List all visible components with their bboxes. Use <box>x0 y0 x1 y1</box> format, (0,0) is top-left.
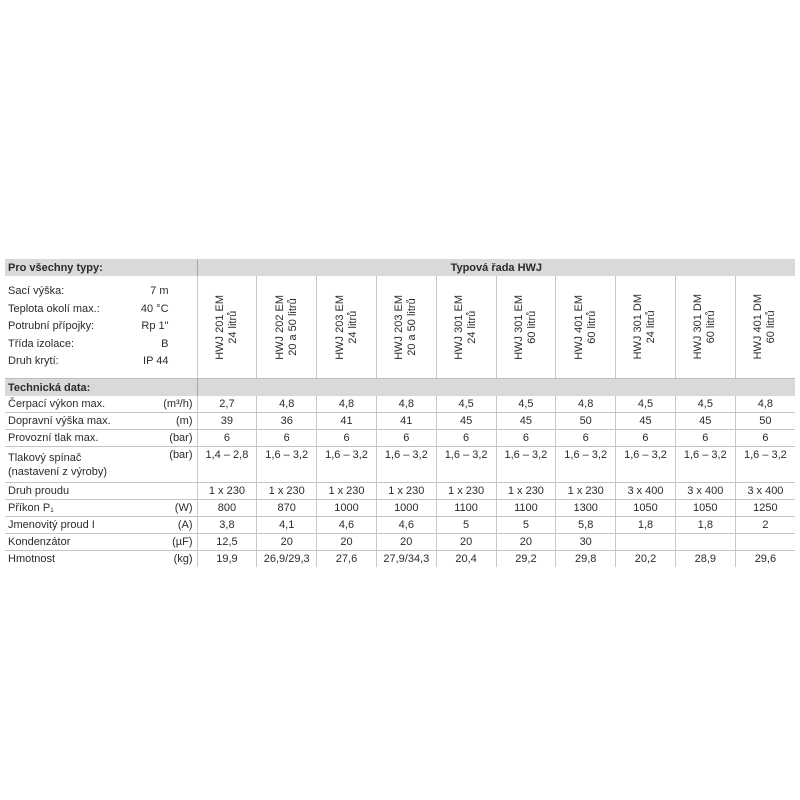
table-cell: 6 <box>496 430 556 447</box>
table-cell: 5,8 <box>556 517 616 534</box>
model-name: HWJ 301 DM <box>692 294 705 360</box>
model-name: HWJ 203 EM <box>393 294 406 360</box>
row-label-cell <box>5 517 133 534</box>
table-row <box>5 413 795 430</box>
spec-value: Rp 1" <box>141 320 169 333</box>
table-cell: 12,5 <box>197 534 257 551</box>
general-spec-row <box>5 353 197 371</box>
model-header <box>436 276 496 379</box>
table-cell: 800 <box>197 500 257 517</box>
spec-label: Sací výška: <box>8 285 65 298</box>
table-cell: 45 <box>616 413 676 430</box>
model-name: HWJ 301 EM <box>512 294 525 360</box>
model-tank: 60 litrů <box>525 310 538 344</box>
table-row <box>5 447 795 483</box>
row-unit: (W) <box>133 500 197 517</box>
spec-value: IP 44 <box>143 355 169 368</box>
table-row <box>5 500 795 517</box>
model-name: HWJ 301 DM <box>632 294 645 360</box>
row-label: Tlakový spínač <box>8 451 82 464</box>
table-cell: 1,6 – 3,2 <box>496 447 556 483</box>
table-cell: 5 <box>436 517 496 534</box>
table-cell: 870 <box>257 500 317 517</box>
spec-value: 7 m <box>150 285 169 298</box>
table-cell: 1100 <box>436 500 496 517</box>
row-label: Jmenovitý proud I <box>8 519 95 531</box>
table-cell: 1050 <box>616 500 676 517</box>
table-cell: 6 <box>735 430 795 447</box>
model-name: HWJ 202 EM <box>273 294 286 360</box>
table-cell: 20 <box>436 534 496 551</box>
table-cell: 20 <box>317 534 377 551</box>
general-specs <box>5 276 197 379</box>
table-cell: 4,5 <box>436 396 496 413</box>
row-unit: (bar) <box>133 430 197 447</box>
table-cell: 1300 <box>556 500 616 517</box>
model-header <box>317 276 377 379</box>
model-name: HWJ 401 DM <box>752 294 765 360</box>
table-cell: 50 <box>735 413 795 430</box>
row-unit <box>133 483 197 500</box>
table-cell: 1 x 230 <box>257 483 317 500</box>
table-cell: 4,8 <box>735 396 795 413</box>
model-name: HWJ 201 EM <box>213 294 226 360</box>
spec-label: Třída izolace: <box>8 337 75 350</box>
table-cell: 1,6 – 3,2 <box>257 447 317 483</box>
table-cell: 4,5 <box>675 396 735 413</box>
model-header <box>197 276 257 379</box>
table-cell: 1,6 – 3,2 <box>735 447 795 483</box>
table-row <box>5 534 795 551</box>
table-cell: 20,2 <box>616 551 676 568</box>
row-unit: (m) <box>133 413 197 430</box>
row-label: Kondenzátor <box>8 536 71 548</box>
table-cell: 1,6 – 3,2 <box>436 447 496 483</box>
table-cell: 20 <box>496 534 556 551</box>
spec-label: Druh krytí: <box>8 355 59 368</box>
general-spec-row <box>5 283 197 301</box>
table-cell: 1 x 230 <box>376 483 436 500</box>
table-cell: 4,1 <box>257 517 317 534</box>
row-label: Příkon P₁ <box>8 502 54 514</box>
model-header <box>735 276 795 379</box>
row-label-cell <box>5 430 133 447</box>
table-cell: 1250 <box>735 500 795 517</box>
model-name: HWJ 301 EM <box>453 294 466 360</box>
row-label-cell <box>5 500 133 517</box>
table-cell: 1 x 230 <box>436 483 496 500</box>
table-cell: 26,9/29,3 <box>257 551 317 568</box>
row-label-secondary: (nastavení z výroby) <box>8 465 108 478</box>
table-cell: 6 <box>616 430 676 447</box>
table-cell: 6 <box>556 430 616 447</box>
technical-data-table <box>5 259 795 567</box>
table-cell: 28,9 <box>675 551 735 568</box>
table-cell: 29,2 <box>496 551 556 568</box>
table-cell: 3 x 400 <box>675 483 735 500</box>
model-tank: 60 litrů <box>765 310 778 344</box>
model-tank: 24 litrů <box>346 310 359 344</box>
model-tank: 24 litrů <box>226 310 239 344</box>
table-row <box>5 551 795 568</box>
spec-value: 40 °C <box>140 302 169 315</box>
table-cell: 41 <box>317 413 377 430</box>
tech-data-band <box>5 379 795 397</box>
general-spec-row <box>5 301 197 319</box>
all-types-heading: Pro všechny typy: <box>5 259 197 276</box>
table-cell: 20 <box>257 534 317 551</box>
table-cell: 1,6 – 3,2 <box>616 447 676 483</box>
table-cell: 6 <box>197 430 257 447</box>
row-label: Provozní tlak max. <box>8 432 99 444</box>
table-row <box>5 396 795 413</box>
table-cell: 1,6 – 3,2 <box>675 447 735 483</box>
table-cell: 1 x 230 <box>317 483 377 500</box>
table-cell: 45 <box>496 413 556 430</box>
table-cell: 19,9 <box>197 551 257 568</box>
table-cell: 3,8 <box>197 517 257 534</box>
general-spec-row <box>5 318 197 336</box>
table-cell: 1000 <box>376 500 436 517</box>
row-label: Čerpací výkon max. <box>8 398 106 410</box>
table-cell: 6 <box>257 430 317 447</box>
general-spec-row <box>5 336 197 354</box>
model-name: HWJ 401 EM <box>572 294 585 360</box>
table-cell: 6 <box>436 430 496 447</box>
row-label: Dopravní výška max. <box>8 415 111 427</box>
table-cell: 4,8 <box>257 396 317 413</box>
model-header-row <box>5 276 795 379</box>
table-cell: 1,4 – 2,8 <box>197 447 257 483</box>
model-header <box>616 276 676 379</box>
table-cell: 1,8 <box>616 517 676 534</box>
table-cell: 1 x 230 <box>496 483 556 500</box>
row-label-cell <box>5 551 133 568</box>
row-unit: (bar) <box>133 447 197 483</box>
table-cell: 1100 <box>496 500 556 517</box>
row-unit: (m³/h) <box>133 396 197 413</box>
series-heading: Typová řada HWJ <box>197 259 795 276</box>
table-cell: 2 <box>735 517 795 534</box>
table-cell: 1050 <box>675 500 735 517</box>
model-tank: 60 litrů <box>585 310 598 344</box>
tech-data-band-fill <box>197 379 795 397</box>
table-cell: 39 <box>197 413 257 430</box>
table-cell: 3 x 400 <box>616 483 676 500</box>
row-label: Hmotnost <box>8 553 56 565</box>
model-tank: 60 litrů <box>705 310 718 344</box>
table-cell: 5 <box>496 517 556 534</box>
table-cell: 1 x 230 <box>197 483 257 500</box>
table-cell <box>616 534 676 551</box>
table-row <box>5 483 795 500</box>
row-unit: (kg) <box>173 553 193 565</box>
table-cell: 4,5 <box>616 396 676 413</box>
table-cell: 29,6 <box>735 551 795 568</box>
row-label-cell <box>5 483 133 500</box>
model-header <box>257 276 317 379</box>
table-cell: 4,8 <box>556 396 616 413</box>
model-tank: 24 litrů <box>645 310 658 344</box>
model-name: HWJ 203 EM <box>333 294 346 360</box>
table-cell: 20 <box>376 534 436 551</box>
table-cell: 4,8 <box>376 396 436 413</box>
table-cell: 41 <box>376 413 436 430</box>
header-band <box>5 259 795 276</box>
table-cell: 2,7 <box>197 396 257 413</box>
table-row <box>5 430 795 447</box>
table-cell: 20,4 <box>436 551 496 568</box>
table-cell: 6 <box>376 430 436 447</box>
table-row <box>5 517 795 534</box>
spec-label: Teplota okolí max.: <box>8 302 100 315</box>
row-label: Druh proudu <box>8 485 70 497</box>
model-header <box>556 276 616 379</box>
spec-label: Potrubní přípojky: <box>8 320 95 333</box>
model-header <box>496 276 556 379</box>
model-tank: 24 litrů <box>466 310 479 344</box>
table-cell: 1 x 230 <box>556 483 616 500</box>
row-label-cell <box>5 396 133 413</box>
table-cell: 6 <box>675 430 735 447</box>
table-cell: 4,8 <box>317 396 377 413</box>
row-label-cell <box>5 447 133 483</box>
table-cell: 1,8 <box>675 517 735 534</box>
table-cell: 4,5 <box>496 396 556 413</box>
spec-value: B <box>161 337 169 350</box>
row-unit: (µF) <box>133 534 197 551</box>
table-cell: 27,9/34,3 <box>376 551 436 568</box>
table-cell: 45 <box>675 413 735 430</box>
row-label-cell <box>5 413 133 430</box>
table-cell: 36 <box>257 413 317 430</box>
table-cell: 4,6 <box>317 517 377 534</box>
table-cell: 4,6 <box>376 517 436 534</box>
tech-data-heading: Technická data: <box>5 379 197 397</box>
table-cell: 29,8 <box>556 551 616 568</box>
model-header <box>376 276 436 379</box>
table-cell: 1,6 – 3,2 <box>376 447 436 483</box>
table-cell: 45 <box>436 413 496 430</box>
table-cell: 1000 <box>317 500 377 517</box>
table-cell: 3 x 400 <box>735 483 795 500</box>
table-cell: 50 <box>556 413 616 430</box>
model-tank: 20 a 50 litrů <box>286 298 299 356</box>
table-cell: 6 <box>317 430 377 447</box>
table-cell: 1,6 – 3,2 <box>556 447 616 483</box>
row-unit: (A) <box>133 517 197 534</box>
row-label-cell <box>5 534 133 551</box>
table-cell: 1,6 – 3,2 <box>317 447 377 483</box>
table-cell: 30 <box>556 534 616 551</box>
table-cell: 27,6 <box>317 551 377 568</box>
model-header <box>675 276 735 379</box>
table-cell <box>735 534 795 551</box>
table-cell <box>675 534 735 551</box>
model-tank: 20 a 50 litrů <box>406 298 419 356</box>
